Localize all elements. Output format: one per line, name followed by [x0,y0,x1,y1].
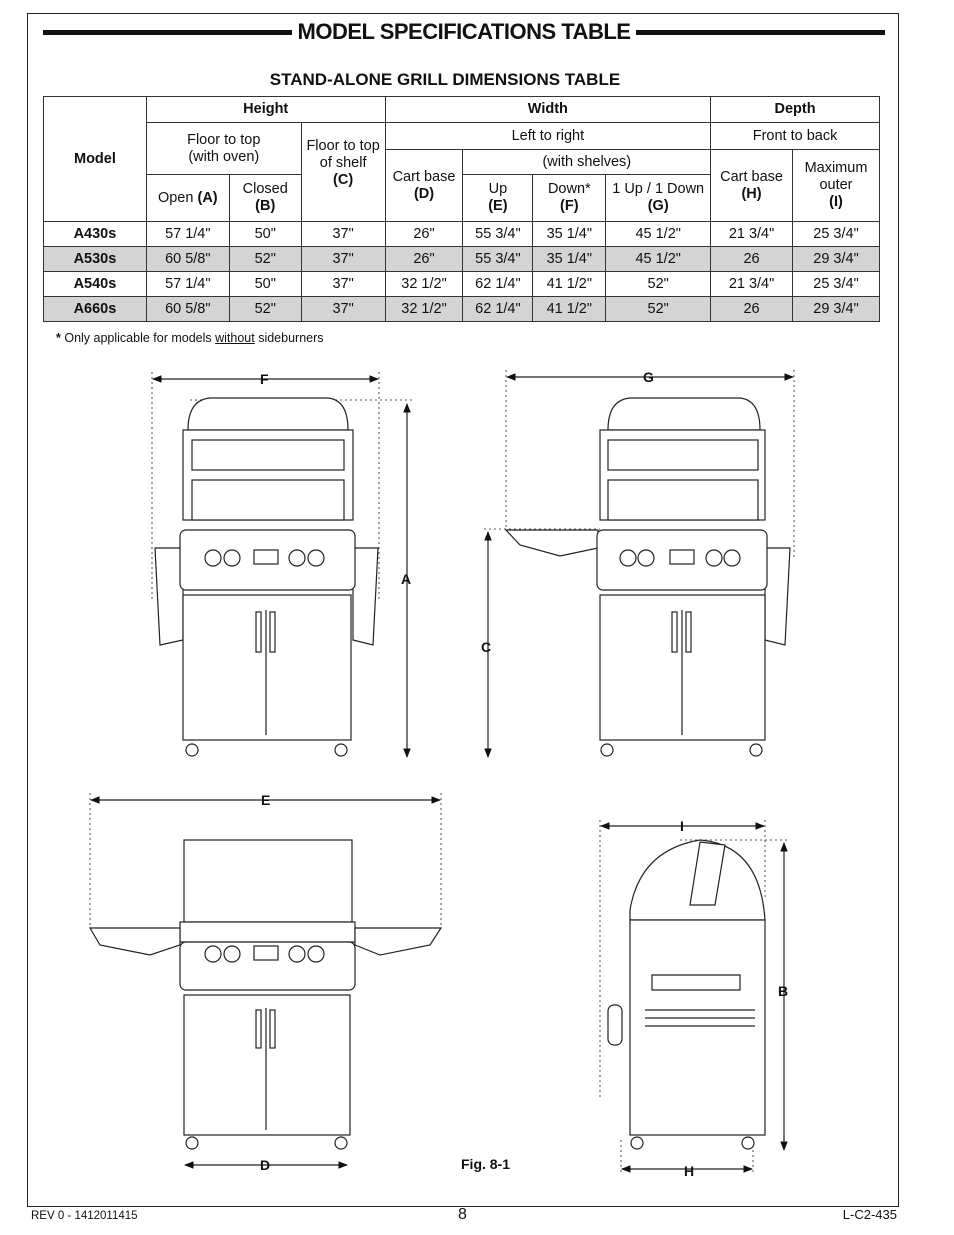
burner-knob [706,550,722,566]
cell-b: 52" [229,297,301,322]
caster-wheel [631,1137,643,1149]
burner-knob [205,550,221,566]
code-d: (D) [413,185,435,202]
cell-h: 21 3/4" [711,222,793,247]
cell-d: 32 1/2" [385,297,463,322]
cell-c: 37" [301,272,385,297]
cell-model: A530s [44,247,147,272]
grill-lid-open [184,840,352,922]
up-down-label: 1 Up / 1 Down [612,181,705,197]
max-line1: Maximum [804,160,868,176]
footnote-pre: Only applicable for models [60,331,216,345]
caster-wheel [750,744,762,756]
burner-knob [638,550,654,566]
grill-hood [188,398,348,430]
cell-d: 26" [385,222,463,247]
cell-b: 52" [229,247,301,272]
side-shelf-right-down [765,548,790,645]
code-e: (E) [488,198,508,214]
page-number: 8 [458,1206,467,1223]
dim-label-i: I [680,818,684,834]
header-left-to-right: Left to right [385,123,711,150]
dim-label-e: E [261,792,271,808]
cell-a: 60 5/8" [146,297,229,322]
floor-to-shelf-line1: Floor to top [306,138,380,154]
burner-knob [308,550,324,566]
grill-hood [608,398,760,430]
side-shelf-left-up [90,928,180,955]
cell-model: A540s [44,272,147,297]
cell-f: 35 1/4" [533,222,606,247]
cell-i: 29 3/4" [792,297,879,322]
side-handle [652,975,740,990]
cart-side [630,920,765,1135]
code-c: (C) [333,172,354,188]
code-b: (B) [255,198,276,214]
header-height: Height [146,97,385,123]
code-h: (H) [741,185,762,202]
door-handle [686,612,691,652]
burner-knob [289,946,305,962]
cell-e: 55 3/4" [463,247,533,272]
code-f: (F) [560,198,579,214]
up-label: Up [488,181,508,197]
code-g: (G) [647,198,669,214]
burner-knob [289,550,305,566]
grill-front-view-shelf-up [484,370,794,757]
dim-label-g: G [643,369,654,385]
cell-c: 37" [301,297,385,322]
cell-g: 52" [606,297,711,322]
closed-label: Closed [242,181,288,197]
open-label: Open [157,189,194,206]
floor-to-shelf-line2: of shelf [319,155,367,171]
dim-label-b: B [778,983,789,999]
display [670,550,694,564]
grill-front-view-shelves-up [90,793,441,1165]
grill-side-view [600,820,788,1175]
burner-knob [620,550,636,566]
cell-f: 41 1/2" [533,297,606,322]
code-a: (A) [197,189,218,206]
cell-e: 62 1/4" [463,272,533,297]
cell-d: 32 1/2" [385,272,463,297]
cell-d: 26" [385,247,463,272]
header-with-shelves: (with shelves) [463,150,711,175]
table-title: STAND-ALONE GRILL DIMENSIONS TABLE [269,70,621,89]
grill-firebox [608,480,758,520]
cell-h: 21 3/4" [711,272,793,297]
dim-label-h: H [684,1163,695,1179]
cell-a: 57 1/4" [146,222,229,247]
footnote-post: sideburners [254,331,324,345]
cell-e: 62 1/4" [463,297,533,322]
figure-caption: Fig. 8-1 [461,1156,511,1172]
cell-i: 25 3/4" [792,222,879,247]
cell-f: 41 1/2" [533,272,606,297]
cell-model: A660s [44,297,147,322]
door-handle [256,1010,261,1048]
dim-label-f: F [260,371,269,387]
code-i: (I) [829,194,843,210]
cell-e: 55 3/4" [463,222,533,247]
footnote-star: * [56,331,61,345]
grill-firebox [192,480,344,520]
burner-knob [224,946,240,962]
burner-knob [205,946,221,962]
door-handle [270,612,275,652]
cart-cabinet [184,995,350,1135]
down-label: Down* [547,181,591,197]
side-shelf-right [353,548,378,645]
caster-wheel [335,1137,347,1149]
cell-h: 26 [711,297,793,322]
cell-g: 45 1/2" [606,222,711,247]
cart-base-label: Cart base [392,168,456,185]
dim-label-c: C [481,639,492,655]
grill-back [608,440,758,470]
dim-label-d: D [260,1157,271,1173]
cell-a: 60 5/8" [146,247,229,272]
header-model: Model [44,97,147,222]
grill-rim [180,922,355,942]
revision-label: REV 0 - 1412011415 [31,1210,138,1222]
footnote-underlined: without [215,331,255,345]
cell-a: 57 1/4" [146,272,229,297]
cell-g: 45 1/2" [606,247,711,272]
header-depth: Depth [711,97,880,123]
with-oven-label: (with oven) [188,148,260,165]
header-front-to-back: Front to back [711,123,880,150]
display [254,946,278,960]
max-line2: outer [819,177,853,193]
caster-wheel [186,1137,198,1149]
grill-front-view-shelves-down [152,372,412,757]
burner-knob [224,550,240,566]
document-code: L-C2-435 [842,1207,897,1222]
side-shelf-right-up [355,928,441,955]
cell-c: 37" [301,247,385,272]
side-shelf-left [155,548,183,645]
burner-knob [724,550,740,566]
burner-knob [308,946,324,962]
cell-i: 29 3/4" [792,247,879,272]
caster-wheel [186,744,198,756]
grill-back [192,440,344,470]
caster-wheel [742,1137,754,1149]
tank-handle [608,1005,622,1045]
floor-to-top-label: Floor to top [187,131,261,148]
display [254,550,278,564]
cell-b: 50" [229,222,301,247]
dim-label-a: A [401,571,412,587]
cell-f: 35 1/4" [533,247,606,272]
cart-cabinet [183,595,351,740]
cell-model: A430s [44,222,147,247]
cell-c: 37" [301,222,385,247]
caster-wheel [601,744,613,756]
door-handle [270,1010,275,1048]
door-handle [672,612,677,652]
cart-base-h-label: Cart base [720,168,783,185]
header-width: Width [385,97,711,123]
cell-h: 26 [711,247,793,272]
cell-b: 50" [229,272,301,297]
page-title-text: MODEL SPECIFICATIONS TABLE [297,19,631,44]
door-handle [256,612,261,652]
cell-g: 52" [606,272,711,297]
side-shelf-left-up [506,530,598,556]
cell-i: 25 3/4" [792,272,879,297]
caster-wheel [335,744,347,756]
